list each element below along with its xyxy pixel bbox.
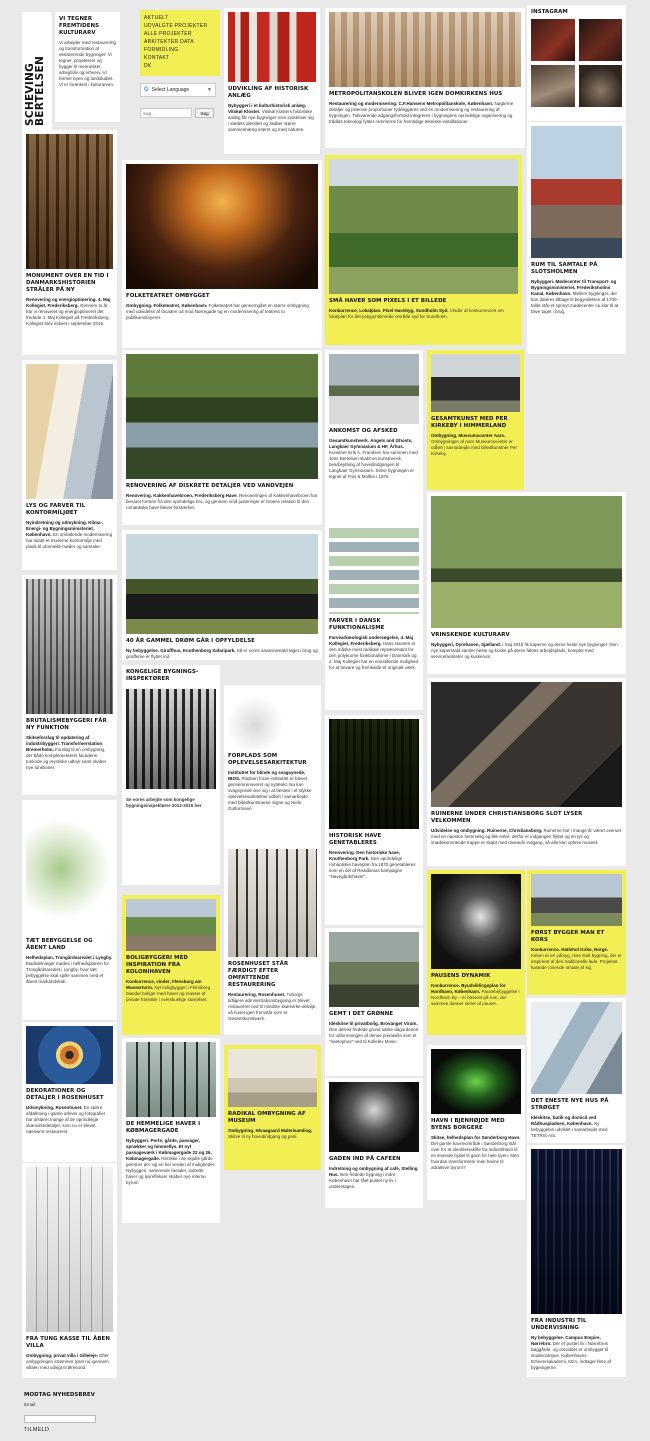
email-field[interactable] [24,1415,96,1423]
card-image [531,126,622,258]
card-body: Den delvist fredede grund sætte dagordenen for udformningen af denne privatvilla som et "naetophus" ned til Kollelev Mose. [329,1027,419,1045]
card-body: Mellem bygninger, der kan dateres tilbage til begyndelsen af 1700-tallet står et sprinyt mødecenter nu klar til at blive taget i brug. [531,291,619,315]
card-image [431,496,622,628]
card-lead: Konkurrence. Hatlehol Kirke, Norge. [531,947,609,953]
card-image [431,1049,521,1114]
card-vrinskende[interactable] [427,492,626,674]
card-title: KONGELIGE BYGNINGS-INSPEKTØRER [126,669,199,683]
card-gammel[interactable] [122,530,322,660]
card-lead: Idéskitse til privatbolig, Brovanget Virum. [329,1021,418,1027]
card-body: Nyt boligbyggeri i Flensborg blander boliger med haver og masser af private frarealer i overskuelige størrelser. [126,985,211,1003]
card-body: Pladsen foran instituttet er blevet gennemrenoveret og nytænkt. Nu kan svagsynede øve sig i at færdes i et stykke oplevelsesarkitektur udført i samarbejde med billedkunstnerne Signe og Niels Guttormsen. [228,776,312,812]
card-title: METROPOLITANSKOLEN BLIVER IGEN DOMKIRKENS HUS [329,91,503,97]
card-body: Der er pustet liv i Nørrebros bøggårde, og omviddet er ombygget til studiecampus. Københavns Erhvervsakademi, KEA, indtager flere af bygningerne. [531,1341,612,1371]
card-title: LYS OG FARVER TIL KONTORMILJØET [26,503,86,517]
card-lead: Nybyggeri, Dyrehaven, Sjælland. [431,642,502,648]
card-text [126,1138,216,1187]
card-title: UDVIKLING AF HISTORISK ANLÆG [228,86,309,100]
nav-aktuelt[interactable]: AKTUELT [144,15,169,21]
instagram-photo[interactable] [531,19,575,61]
card-title: TÆT BEBYGGELSE OG ÅBENT LAND [26,938,93,952]
logo[interactable] [22,12,52,132]
card-udvikling[interactable] [224,8,320,154]
card-body: Henikke i de skjulte gårde gemmer der sig en hel verden af muligheder. Nybyggeri, varierende facader, lodrette haver og lysreflekser skaber nye interne byrum [126,1156,216,1186]
card-lead: Konkurrence, Lokalplan. Pixel Havebyg, Sundholm Syd. [329,308,449,314]
card-title: FARVER I DANSK FUNKTIONALISME [329,618,385,632]
card-title: RUINERNE UNDER CHRISTIANSBORG SLOT LYSER VELKOMMEN [431,811,583,825]
card-image [329,932,419,1007]
card-title: DET ENESTE NYE HUS PÅ STRØGET [531,1098,609,1112]
nav-kontakt[interactable]: KONTAKT [144,55,170,61]
card-text [228,103,316,133]
card-text [26,520,113,550]
card-body: Tuborgs tidligere administrationsbygning er blevet restaureret ned til mindste skønvirke-detalje, så huset igen fremstår som et Gesamtkunstwerk. [228,992,317,1022]
card-text [26,1353,113,1371]
card-body: Skitse til ny hovedindgang og park. [228,1134,298,1140]
card-text [26,297,113,327]
card-text [228,992,317,1022]
card-image [329,719,419,829]
card-fratung[interactable] [22,1163,117,1378]
card-text [329,308,518,320]
card-boligbyggeri[interactable] [122,895,220,1035]
card-lead: Indretning og ombygning af café, Stelling Hus. [329,1166,418,1178]
card-brutalisme[interactable] [22,575,117,795]
card-renovering[interactable] [122,350,322,525]
card-text [329,1166,419,1190]
card-image [329,524,419,614]
card-image [531,1002,622,1094]
language-select[interactable] [140,83,216,97]
card-body: Nøgterne detaljer og præcise proportioner tydeliggøres ved en modernisering og restaurering af bygningen. Tidsvarende adgangsforhold integreres i bygningens oprindelige organisering og trådløs teknologi fylder rammerne for fremtidige tekniske installationer. [329,101,514,125]
card-lead: Restaurering og modernisering. C.F.Hansens Metropolitanskole, København. [329,101,494,107]
card-image [329,12,521,87]
card-farver[interactable] [325,520,423,710]
card-text [126,648,318,660]
card-lead: Nybyggeri i et kulturhistorisk anlæg. Vitskøl Kloster. [228,103,307,115]
card-text [26,735,113,771]
instagram-photo[interactable] [579,65,623,107]
card-text [126,493,318,511]
card-smaahaver[interactable] [325,155,522,345]
card-dekorationer[interactable] [22,1022,117,1162]
card-taet[interactable] [22,800,117,1020]
card-lead: Renovering og energioptimering. 4. Maj Kollegiet, Frederiksberg. [26,297,111,309]
card-title: HAVN I BJENHØJDE MED BYENS BORGERE [431,1118,505,1132]
card-forst[interactable] [527,870,626,995]
card-lead: Idéskitse, butik og domicil ved Rådhuspladsen, København. [531,1115,597,1127]
card-title: BRUTALISMEBYGGERI FÅR NY FUNKTION [26,718,107,732]
card-title: RADIKAL OMBYGNING AF MUSEUM [228,1111,306,1125]
card-lead: Nyindretning og udmykning. Klima-, Energi- og Bygningsministeriet, København. [26,520,104,538]
card-rum[interactable] [527,122,626,354]
card-body: Forslag til en ombygning, der både komplementerer facadens tunkode og mystiske udtryk samt skaber nye funktioner. [26,747,107,771]
card-text [431,642,622,660]
card-lead: Skitse, helhedsplan for Sønderborg Havn. [431,1135,521,1141]
card-kongelige[interactable] [122,665,220,885]
card-gemt[interactable] [325,928,423,1076]
intro-heading: VI TEGNER FREMTIDENS KULTURARV [59,16,100,37]
nav-alle-projekter[interactable]: ALLE PROJEKTER [144,31,192,37]
card-eneste[interactable] [527,998,626,1143]
card-title: ROSENHUSET STÅR FÆRDIGT EFTER OMFATTENDE RESTAURERING [228,961,289,989]
card-text [126,303,318,321]
card-gesamt[interactable] [427,350,524,490]
card-text [531,279,622,315]
card-forplads[interactable] [224,685,321,845]
card-lead: Instituttet for blinde og svagsynede, IBOS. [228,770,306,782]
search-button[interactable]: Søg [195,108,214,118]
card-image [126,899,216,951]
card-body: Kirken er en ydmyg, men stolt bygning, der er inspireret af den traditionelle lade. Projektet kastede rosende omtale af sig. [531,953,622,971]
card-title: FRA INDUSTRI TIL UNDERVISNING [531,1318,587,1332]
card-text [531,1115,622,1139]
card-lead: Ny bebyggelse. Campus Empire, Nørrebro. [531,1335,601,1347]
card-title: FOLKETEATRET OMBYGGET [126,293,210,299]
card-body: Gennem to år har vi renoveret og energioptimeret det fredede 4. Maj Kollegiet på Frederiksberg. Kollegiet blev indviet i september 2016. [26,303,110,327]
card-lead: Skitseforslag til opdatering af industribyggeri. Transformerstation Bremerholm. [26,735,103,753]
card-image [329,354,419,424]
card-ankomst[interactable] [325,350,423,538]
card-body: Ombygningen af Aars Museumscenter er udført i samarbejde med billedkunstner Per Kirkeby. [431,439,518,457]
card-text [26,1105,113,1135]
card-lead: Konkurrence. Byudviklingsplan for Nordhavn, København. [431,983,506,995]
card-image [431,874,521,969]
card-title: HISTORISK HAVE GENETABLERES [329,833,382,847]
card-lead: Ny bebyggelse. Giraffhus, Knuthenborg Safaripark. [126,648,236,654]
newsletter [22,1392,117,1434]
card-title: FORPLADS SOM OPLEVELSESARKITEKTUR [228,753,307,767]
card-metropol[interactable] [325,8,525,148]
card-image [126,354,318,479]
subscribe-button[interactable]: TILMELD [24,1427,50,1434]
card-body: Kunstner Erik A. Frandsen har sammen med Jens Bertelsen skabt en kunstnerisk bearbejdning af hovedindgangen til Langkaer Gymnasium. Selve bygningen er tegnet af Friis & Moltke i 1976. [329,450,418,480]
card-image [26,134,113,269]
card-title: ANKOMST OG AFSKED [329,428,398,434]
instagram-widget [527,5,626,121]
card-lead: Gesamtkunstwerk. Angels and Ghosts, Langkaer Gymnasium & HF, Århus. [329,438,413,450]
card-text [329,1021,419,1045]
card-body: Modsætninger mødes i helhedsplanen for Trongårdsarealet i Lyngby, hvor tæt bebyggelse skal spille sammen med et åbent markandskab. [26,961,110,985]
card-body: Den oprindelige romantiske haveplan fra 1870 genetableres som en del af Realdanias kampagne "Havegårdshaver". [329,856,416,880]
language-label: Select Language [151,87,190,93]
card-body: Det gamle havneområde i Sønderborg står over for at identitetsskifte fra industrihavn til en levende bydel til gavn for hele byen. Men hvordan transformerer man havne til attraktive byrum? [431,1141,520,1171]
intro-block [55,12,120,122]
card-lead: Ombygning. Folketeatret, København. [126,303,208,309]
card-title: GEMT I DET GRØNNE [329,1011,394,1017]
card-lead: Ombygning, privat villa i Gilleleje. [26,1353,99,1359]
card-title: VRINSKENDE KULTURARV [431,632,510,638]
card-image [126,534,318,634]
card-body: Folketeatret har gennemgået en større ombygning med udvidelse af facaden ud mod Nørregade og en modernisering af teatrets to publikumsfoyerer. [126,303,309,321]
card-title: RUM TIL SAMTALE PÅ SLOTSHOLMEN [531,262,598,276]
card-text [431,828,622,846]
card-title: FRA TUNG KASSE TIL ÅBEN VILLA [26,1336,110,1350]
card-text [126,979,216,1003]
card-image [431,682,622,807]
card-pausens[interactable] [427,870,525,1035]
card-text [329,850,419,880]
card-body: Ny bebyggelse udviklet i samarbejde med TETRIS A/S. [531,1121,608,1139]
email-label: Email: [24,1402,37,1408]
card-title: GADEN IND PÅ CAFEEN [329,1156,401,1162]
card-folketeatret[interactable] [122,160,322,348]
card-lead: Renovering. Kakkenhavebroen, Frederiksberg Have. [126,493,238,499]
card-title: SMÅ HAVER SOM PIXELS I ET BILLEDE [329,298,447,304]
card-title: BOLIGBYGGERI MED INSPIRATION FRA KOLONIHAVEN [126,955,188,976]
nav-arkitekter-data[interactable]: ARKITEKTER DATA [144,39,194,45]
card-lead: Nybyggeri. Mødecenter til Transport- og Bygningsministeriet, Frederiksholms Kanal, København. [531,279,617,297]
card-body: Pausebebyggelse i Nordhavn By – er baseret på rum, der sammen danner serier af pauser. [431,989,520,1007]
card-body: Renoveringen af Kakkenhavebroen har bevaret formen fra den oprindelige bro, og gennem små justeringer er broens relation til den romantiske have blevet forstærket. [126,493,318,511]
card-text [329,101,521,125]
card-havn[interactable] [427,1045,525,1200]
card-lead: Udvidelse og ombygning. Ruinerne, Christiansborg. [431,828,543,834]
card-lead: Konkurrence, vinder, Flensburg am Wasserturm. [126,979,202,991]
card-caption[interactable]: Se vores arbejde som kongelige bygningsinspektører 2012-2015 her [126,797,202,809]
card-title: PAUSENS DYNAMIK [431,973,491,979]
main-nav [140,10,220,76]
card-body: Vitskøl klosters historiske anlæg får nye bygninger som indskriver sig i stedets identitet og skaber større sammenhæng internt og med naturen. [228,109,314,133]
card-body: En omfattende modernisering har skabt et moderne kontormiljø med plads til uformelle møder og samtaler. [26,532,113,550]
card-rosenhuset[interactable] [224,845,321,1035]
chevron-down-icon: ▼ [207,87,212,93]
card-industri[interactable] [527,1145,626,1377]
search-form [140,108,214,120]
card-text [531,1335,622,1371]
card-text [531,947,622,971]
instagram-photo[interactable] [531,65,575,107]
card-title: 40 ÅR GAMMEL DRØM GÅR I OPFYLDELSE [126,638,255,644]
card-body: Efter ombygningen strømmer lyset nu igennem villaen med udsigt til Øresund. [26,1353,109,1371]
card-image [228,1049,317,1107]
card-image [531,874,622,926]
card-body: Ruinerne har i mange år været overset med en naesten hemmelig og lille entré, derfor er indgangen flyttet og en lys og imødekommende trappe er skabt med niveaufri indgang, så alle kan opleve museet. [431,828,621,846]
card-image [329,1082,419,1152]
search-input[interactable] [140,108,192,118]
card-image [26,579,113,714]
card-lead: Renovering. Den historiske have, Knuthenborg Park. [329,850,401,862]
card-body: Så er vores savannestald taget i brug og giraffeme er flyttet ind. [126,648,318,660]
card-lead: Udsmykning, Rosenhuset. [26,1105,83,1111]
card-hemmelige[interactable] [122,1038,220,1223]
card-body: Vinder af konkurrencen om lokalplan for det polygontilmrede område syd for Sundholm. [329,308,504,320]
card-lys[interactable] [22,360,117,570]
intro-body: Vi arbejder med restaurering og transformation af eksisterende bygninger. Vi tegner, projekterer og bygger til mennesker, arbejdsliv og erhverv. Vi former byen og landskabet. Vi er forankret i kulturarven. [59,40,116,88]
card-image [431,354,520,412]
newsletter-title: MODTAG NYHEDSBREV [24,1392,95,1398]
card-title: FØRST BYGGER MAN ET KORS [531,930,605,944]
card-lead: Farvearkæologisk undersøgelse, 4. Maj Kollegiet, Frederiksberg. [329,635,414,647]
google-icon: G [144,87,149,93]
card-lead: Nybyggeri. Porte, gårde, passager, sprækker og himmellys. Et nyt passageværk i Købmagergade 22 og 26, Købmagergade. [126,1138,212,1162]
nav-udvalgte-projekter[interactable]: UDVALGTE PROJEKTER [144,23,208,29]
card-image [26,1167,113,1332]
card-body: Den fredede bygning i indre København har fået pustet ny liv i underetagen. [329,1172,396,1190]
card-lead: Ombygning. Nivaagaard Malerisamling. [228,1128,313,1134]
card-text [329,635,419,671]
card-image [228,12,316,82]
card-body: I maj 2015 fik kaperne og deres heste nye bygninger. Den nye kaperstald samler heste og kuske på deres faktes arbejdsplads, komplet med servicefaciliteter og kuskerum. [431,642,618,660]
card-image [26,804,113,934]
card-text [431,433,520,457]
nav-dk[interactable]: DK [144,63,152,69]
card-image [126,1042,216,1117]
card-text [431,1135,521,1171]
instagram-photo[interactable] [579,19,623,61]
card-text [228,1128,317,1140]
card-title: GESAMTKUNST MED PER KIRKEBY I HIMMERLAND [431,416,508,430]
card-title: RENOVERING AF DISKRETE DETALJER VED VANDVEJEN [126,483,294,489]
card-text [329,438,419,480]
card-image [531,1149,622,1314]
card-image [126,689,216,789]
card-body: En større afdækning i gamle arkiver og fotografier har afsløret mange af de oprindelige skønvirkedetaljer, som nu er blevet nøeswmt restaureret. [26,1105,106,1135]
instagram-title: INSTAGRAM [531,9,568,15]
card-image [26,364,113,499]
card-text [431,983,521,1007]
card-lead: Helhedsplan, Trongårdsarealet i Lyngby. [26,955,113,961]
card-lead: Restaurering, Rosenhuset. [228,992,286,998]
card-image [228,849,317,957]
card-monument[interactable] [22,130,117,355]
card-text [228,770,317,812]
card-title: DEKORATIONER OG DETALJER I ROSENHUSET [26,1088,104,1102]
card-gaden[interactable] [325,1078,423,1208]
card-image [228,689,317,749]
card-ruinerne[interactable] [427,678,626,866]
nav-formidling[interactable]: FORMIDLING [144,47,179,53]
card-image [26,1026,113,1084]
card-image [126,164,318,289]
card-text [26,955,113,985]
card-title: DE HEMMELIGE HAVER I KØBMAGERGADE [126,1121,201,1135]
logo-text: SCHEVING BERTELSEN [24,55,46,126]
card-historisk[interactable] [325,715,423,925]
card-image [329,159,518,294]
card-lead: Ombygning. Museumscenter Aars. [431,433,506,439]
card-body: Hans Hansen er den måske mest radikale repræsentant for den polykrome funktionalisme i Danmark og 4. Maj Kollegiet har en enestående mulighed for at bevare og fremkalde et originalt værk. [329,641,419,671]
card-radikal[interactable] [224,1045,321,1170]
card-title: MONUMENT OVER EN TID I DANMARKSHISTORIEN STRÅLER PÅ NY [26,273,109,294]
